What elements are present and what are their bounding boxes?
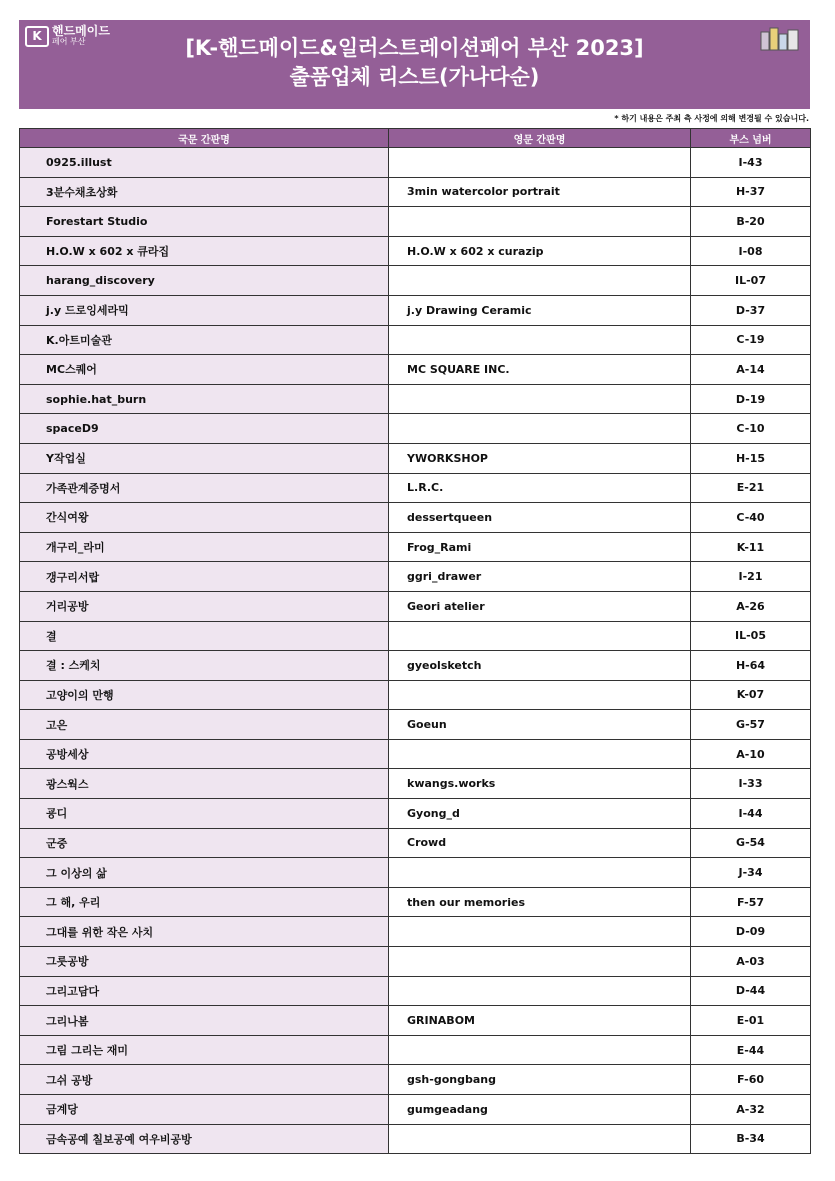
table-row <box>20 858 811 888</box>
column-header-english: 영문 간판명 <box>389 129 691 148</box>
booth-number-cell: C-10 <box>691 414 811 444</box>
booth-number-cell: D-09 <box>691 917 811 947</box>
booth-number-cell: H-37 <box>691 177 811 207</box>
booth-number-cell: A-32 <box>691 1095 811 1125</box>
table-row <box>20 1035 811 1065</box>
korean-name-cell: 금속공예 칠보공예 여우비공방 <box>20 1124 389 1154</box>
table-row <box>20 532 811 562</box>
booth-number-cell: G-57 <box>691 710 811 740</box>
english-name-cell: then our memories <box>389 887 691 917</box>
booth-number-cell: H-64 <box>691 651 811 681</box>
korean-name-cell: harang_discovery <box>20 266 389 296</box>
korean-name-cell: Y작업실 <box>20 443 389 473</box>
english-name-cell <box>389 858 691 888</box>
korean-name-cell: 갱구리서랍 <box>20 562 389 592</box>
booth-number-cell: K-11 <box>691 532 811 562</box>
column-header-booth: 부스 넘버 <box>691 129 811 148</box>
english-name-cell <box>389 947 691 977</box>
booth-number-cell: I-43 <box>691 148 811 178</box>
page-title <box>19 34 810 92</box>
korean-name-cell: 결 : 스케치 <box>20 651 389 681</box>
table-body <box>20 148 811 1154</box>
english-name-cell <box>389 414 691 444</box>
english-name-cell <box>389 1035 691 1065</box>
korean-name-cell: 간식여왕 <box>20 503 389 533</box>
korean-name-cell: 0925.illust <box>20 148 389 178</box>
booth-number-cell: A-10 <box>691 739 811 769</box>
booth-number-cell: D-19 <box>691 384 811 414</box>
booth-number-cell: D-37 <box>691 295 811 325</box>
english-name-cell: GRINABOM <box>389 1006 691 1036</box>
notice-text: * 하기 내용은 주최 측 사정에 의해 변경될 수 있습니다. <box>614 114 809 123</box>
english-name-cell <box>389 1124 691 1154</box>
korean-name-cell: sophie.hat_burn <box>20 384 389 414</box>
english-name-cell <box>389 621 691 651</box>
english-name-cell <box>389 976 691 1006</box>
table-row <box>20 414 811 444</box>
booth-number-cell: H-15 <box>691 443 811 473</box>
english-name-cell: j.y Drawing Ceramic <box>389 295 691 325</box>
booth-number-cell: J-34 <box>691 858 811 888</box>
table-row <box>20 739 811 769</box>
korean-name-cell: MC스퀘어 <box>20 355 389 385</box>
booth-number-cell: A-03 <box>691 947 811 977</box>
korean-name-cell: 그리고담다 <box>20 976 389 1006</box>
table-row <box>20 562 811 592</box>
korean-name-cell: 그쉬 공방 <box>20 1065 389 1095</box>
booth-number-cell: E-21 <box>691 473 811 503</box>
korean-name-cell: K.아트미술관 <box>20 325 389 355</box>
booth-number-cell: I-44 <box>691 799 811 829</box>
table-header-row <box>20 129 811 148</box>
english-name-cell: H.O.W x 602 x curazip <box>389 236 691 266</box>
korean-name-cell: 가족관계증명서 <box>20 473 389 503</box>
table-row <box>20 384 811 414</box>
booth-number-cell: B-20 <box>691 207 811 237</box>
table-row <box>20 266 811 296</box>
table-row <box>20 148 811 178</box>
table-row <box>20 473 811 503</box>
booth-number-cell: E-44 <box>691 1035 811 1065</box>
korean-name-cell: 거리공방 <box>20 591 389 621</box>
table-row <box>20 976 811 1006</box>
booth-number-cell: B-34 <box>691 1124 811 1154</box>
header-banner <box>19 20 810 109</box>
table-row <box>20 710 811 740</box>
exhibitor-table <box>19 128 810 1154</box>
english-name-cell: gyeolsketch <box>389 651 691 681</box>
korean-name-cell: 3분수채초상화 <box>20 177 389 207</box>
english-name-cell: Geori atelier <box>389 591 691 621</box>
english-name-cell <box>389 739 691 769</box>
table-row <box>20 1065 811 1095</box>
english-name-cell: Crowd <box>389 828 691 858</box>
korean-name-cell: 광스웍스 <box>20 769 389 799</box>
korean-name-cell: j.y 드로잉세라믹 <box>20 295 389 325</box>
table-row <box>20 325 811 355</box>
booth-number-cell: C-19 <box>691 325 811 355</box>
english-name-cell: ggri_drawer <box>389 562 691 592</box>
logo-line-2: 페어 부산 <box>52 37 86 46</box>
english-name-cell: dessertqueen <box>389 503 691 533</box>
booth-number-cell: F-60 <box>691 1065 811 1095</box>
korean-name-cell: 그리나봄 <box>20 1006 389 1036</box>
table-row <box>20 621 811 651</box>
table-row <box>20 828 811 858</box>
booth-number-cell: IL-07 <box>691 266 811 296</box>
booth-number-cell: I-33 <box>691 769 811 799</box>
english-name-cell: gsh-gongbang <box>389 1065 691 1095</box>
table-row <box>20 917 811 947</box>
column-header-korean: 국문 간판명 <box>20 129 389 148</box>
korean-name-cell: spaceD9 <box>20 414 389 444</box>
english-name-cell: 3min watercolor portrait <box>389 177 691 207</box>
booth-number-cell: C-40 <box>691 503 811 533</box>
booth-number-cell: IL-05 <box>691 621 811 651</box>
korean-name-cell: 그 해, 우리 <box>20 887 389 917</box>
table-row <box>20 887 811 917</box>
booth-number-cell: G-54 <box>691 828 811 858</box>
title-line-1: [K-핸드메이드&일러스트레이션페어 부산 2023] <box>185 36 644 60</box>
english-name-cell: Goeun <box>389 710 691 740</box>
english-name-cell: gumgeadang <box>389 1095 691 1125</box>
korean-name-cell: 금계당 <box>20 1095 389 1125</box>
table-row <box>20 651 811 681</box>
english-name-cell: Frog_Rami <box>389 532 691 562</box>
english-name-cell <box>389 148 691 178</box>
english-name-cell: MC SQUARE INC. <box>389 355 691 385</box>
korean-name-cell: 그 이상의 삶 <box>20 858 389 888</box>
english-name-cell <box>389 207 691 237</box>
english-name-cell: kwangs.works <box>389 769 691 799</box>
korean-name-cell: 그대를 위한 작은 사치 <box>20 917 389 947</box>
korean-name-cell: 군중 <box>20 828 389 858</box>
korean-name-cell: Forestart Studio <box>20 207 389 237</box>
logo-k-mark: K <box>25 26 49 47</box>
korean-name-cell: 그릇공방 <box>20 947 389 977</box>
english-name-cell <box>389 680 691 710</box>
table-row <box>20 769 811 799</box>
booth-number-cell: I-21 <box>691 562 811 592</box>
table-row <box>20 680 811 710</box>
logo-line-1: 핸드메이드 <box>52 24 110 38</box>
booth-number-cell: A-26 <box>691 591 811 621</box>
korean-name-cell: 고양이의 만행 <box>20 680 389 710</box>
korean-name-cell: H.O.W x 602 x 큐라집 <box>20 236 389 266</box>
table-row <box>20 503 811 533</box>
english-name-cell <box>389 266 691 296</box>
table-row <box>20 1095 811 1125</box>
booth-number-cell: D-44 <box>691 976 811 1006</box>
korean-name-cell: 공방세상 <box>20 739 389 769</box>
english-name-cell: YWORKSHOP <box>389 443 691 473</box>
booth-number-cell: E-01 <box>691 1006 811 1036</box>
table-row <box>20 207 811 237</box>
table-row <box>20 799 811 829</box>
booth-number-cell: K-07 <box>691 680 811 710</box>
table-row <box>20 236 811 266</box>
table-row <box>20 947 811 977</box>
table-row <box>20 1006 811 1036</box>
english-name-cell <box>389 325 691 355</box>
table-row <box>20 443 811 473</box>
booth-number-cell: I-08 <box>691 236 811 266</box>
english-name-cell <box>389 384 691 414</box>
korean-name-cell: 그림 그리는 재미 <box>20 1035 389 1065</box>
title-line-2: 출품업체 리스트(가나다순) <box>289 65 540 89</box>
korean-name-cell: 굥디 <box>20 799 389 829</box>
table-row <box>20 1124 811 1154</box>
table-row <box>20 295 811 325</box>
english-name-cell: Gyong_d <box>389 799 691 829</box>
booth-number-cell: A-14 <box>691 355 811 385</box>
booth-number-cell: F-57 <box>691 887 811 917</box>
table-row <box>20 355 811 385</box>
table-row <box>20 177 811 207</box>
korean-name-cell: 결 <box>20 621 389 651</box>
table-row <box>20 591 811 621</box>
korean-name-cell: 개구리_라미 <box>20 532 389 562</box>
korean-name-cell: 고은 <box>20 710 389 740</box>
english-name-cell: L.R.C. <box>389 473 691 503</box>
english-name-cell <box>389 917 691 947</box>
